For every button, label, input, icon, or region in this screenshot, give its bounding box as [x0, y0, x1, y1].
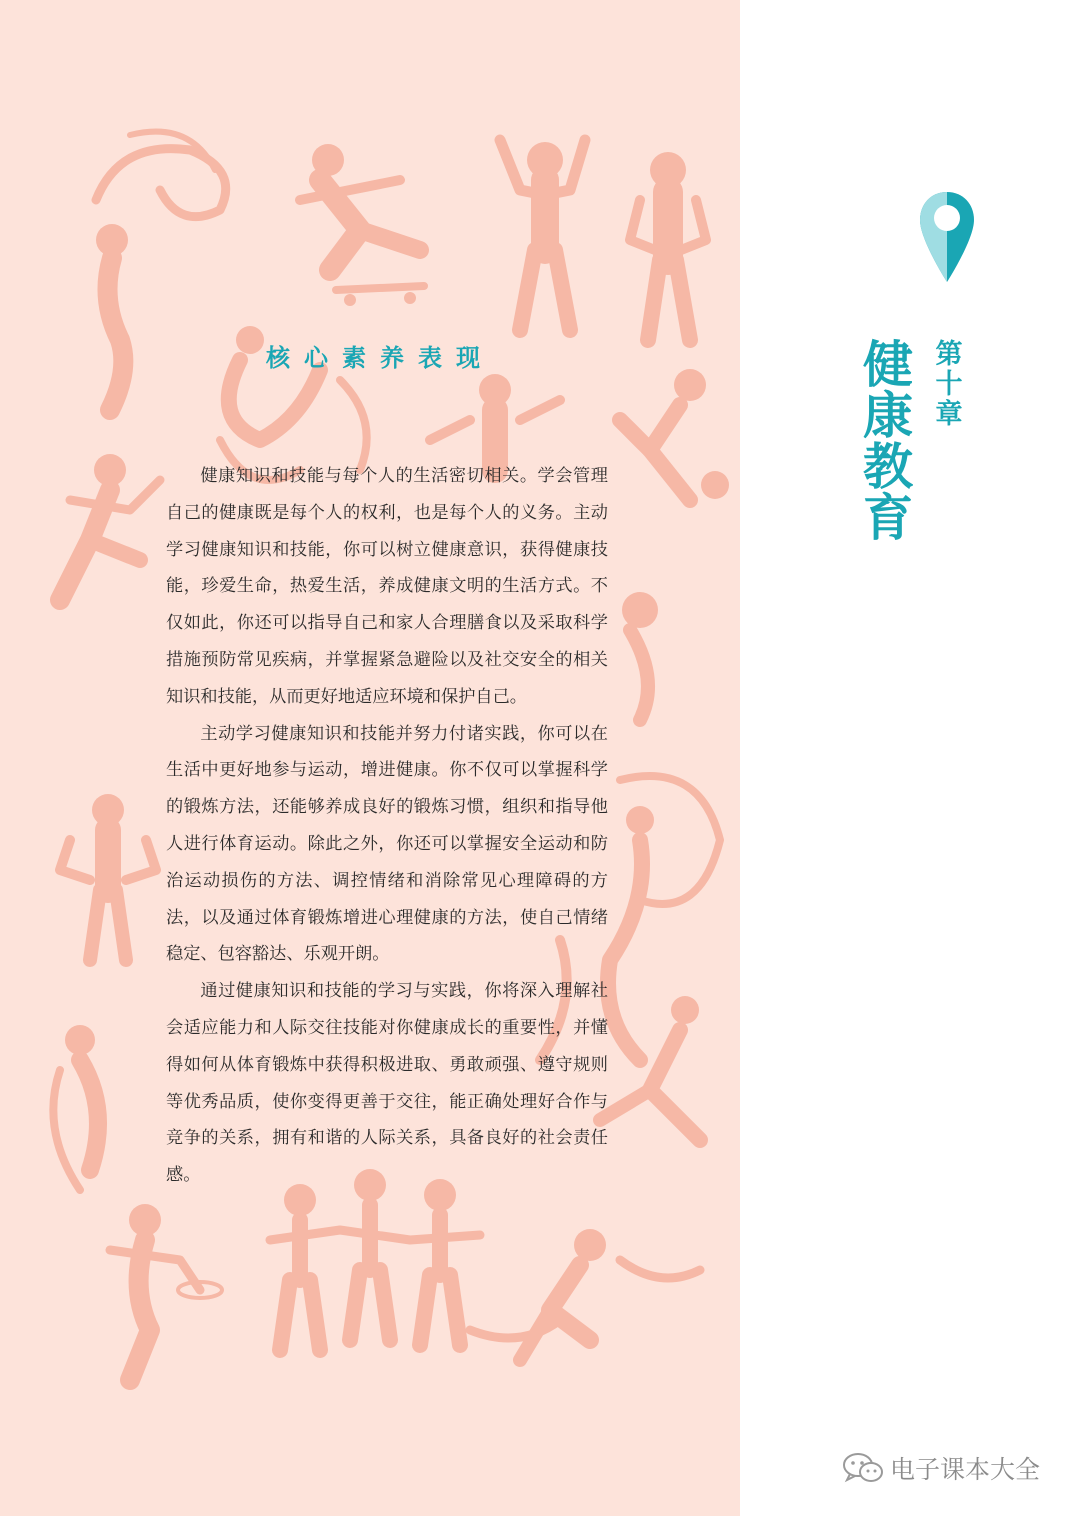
bottom-left-figure — [110, 1204, 222, 1380]
paragraph: 健康知识和技能与每个人的生活密切相关。学会管理自己的健康既是每个人的权利，也是每个人的义务。主动学习健康知识和技能，你可以树立健康意识，获得健康技能，珍爱生命，热爱生活，养成健康文明的生活方式。不仅如此，你还可以指导自己和家人合理膳食以及采取科学措施预防常见疾病，并掌握紧急避险以及社交安全的相关知识和技能，从而更好地适应环境和保护自己。 — [166, 466, 608, 707]
wechat-icon — [842, 1452, 884, 1484]
bottom-right-figure — [470, 1229, 700, 1360]
paragraph: 通过健康知识和技能的学习与实践，你将深入理解社会适应能力和人际交往技能对你健康成长的重要性，并懂得如何从体育锻炼中获得积极进取、勇敢顽强、遵守规则等优秀品质，使你变得更善于交往，能正确处理好合作与竞争的关系，拥有和谐的人际关系，具备良好的社会责任感。 — [166, 981, 608, 1186]
chapter-number-label: 第十章 — [935, 339, 963, 430]
left-mid-figure — [60, 794, 156, 960]
location-pin-icon — [918, 190, 976, 286]
dancer-figure — [53, 1025, 98, 1190]
cheering-figure — [500, 140, 585, 330]
standing-figure — [630, 152, 706, 340]
section-title: 核心素养表现 — [266, 344, 494, 372]
jumper-figure — [620, 369, 729, 720]
skater-figure — [300, 144, 424, 306]
group-figures — [270, 1169, 480, 1350]
gymnast-figure — [96, 132, 226, 410]
center-figure — [430, 374, 560, 470]
body-text — [166, 458, 608, 1194]
watermark — [842, 1450, 1040, 1486]
watermark-text: 电子课本大全 — [890, 1455, 1041, 1484]
paragraph: 主动学习健康知识和技能并努力付诸实践，你可以在生活中更好地参与运动，增进健康。你不仅可以掌握科学的锻炼方法，还能够养成良好的锻炼习惯，组织和指导他人进行体育运动。除此之外，你还可以掌握安全运动和防治运动损伤的方法、调控情绪和消除常见心理障碍的方法，以及通过体育锻炼增进心理健康的方法，使自己情绪稳定、包容豁达、乐观开朗。 — [166, 723, 608, 965]
chapter-title: 健康教育 — [863, 336, 913, 547]
runner-figure — [60, 454, 160, 600]
